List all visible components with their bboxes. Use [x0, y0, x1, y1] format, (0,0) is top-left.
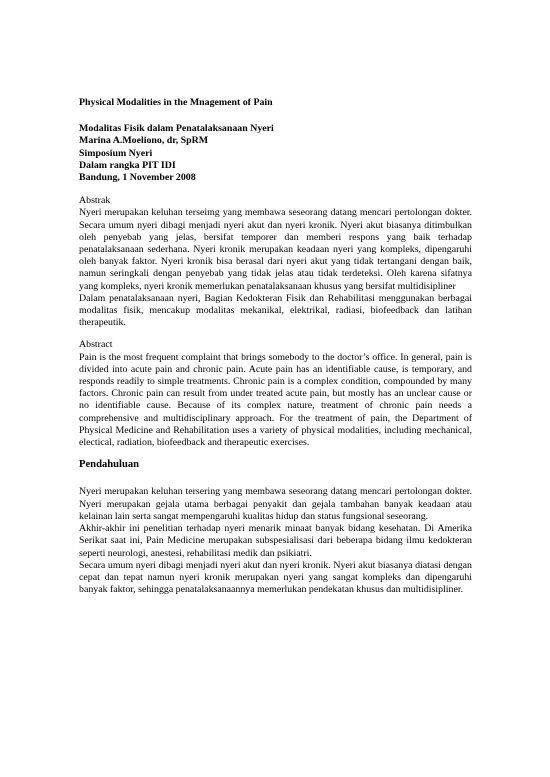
event-name: Simposium Nyeri — [79, 147, 153, 159]
document-body — [79, 97, 472, 596]
abstract-heading: Abstract — [79, 339, 113, 351]
abstrak-paragraph-2: Dalam penatalaksanaan nyeri, Bagian Kedokteran Fisik dan Rehabilitasi menggunakan berbagai modalitas fisik, mencakup modalitas mekanikal, elektrikal, radiasi, biofeedback dan latihan therapeutik. — [79, 292, 472, 329]
abstrak-paragraph-1: Nyeri merupakan keluhan terseimg yang membawa seseorang datang mencari pertolongan dokter. Secara umum nyeri dibagi menjadi nyeri akut dan nyeri kronik. Nyeri akut biasanya ditimbulkan oleh penyebab yang jelas, bersifat temporer dan memberi respons yang baik terhadap penatalaksanaan sederhana. Nyeri kronik merupakan keadaan nyeri yang kompleks, dipengaruhi oleh banyak faktor. Nyeri kronik bisa berasal dari nyeri akut yang tidak tertangani dengan baik, namun seringkali dengan penyebab yang tidak jelas atau tidak terdeteksi. Oleh karena sifatnya yang kompleks, nyeri kronik memerlukan penatalaksanaan khusus yang bersifat multidisipliner — [79, 207, 472, 292]
document-meta — [79, 123, 472, 184]
abstract-section — [79, 339, 472, 449]
document-subtitle: Modalitas Fisik dalam Penatalaksanaan Nyeri — [79, 123, 274, 135]
abstrak-heading: Abstrak — [79, 195, 111, 207]
author-name: Marina A.Moeliono, dr, SpRM — [79, 135, 209, 147]
place-date: Bandung, 1 November 2008 — [79, 172, 196, 184]
pendahuluan-section — [79, 459, 472, 596]
pendahuluan-paragraph-1: Nyeri merupakan keluhan tersering yang membawa seseorang datang mencari pertolongan dokter. Nyeri merupakan gejala utama berbagai penyakit dan gejala tambahan banyak keadaan atau kelainan lain serta sangat mempengaruhi kualitas hidup dan status fungsional seseorang. — [79, 486, 472, 522]
pendahuluan-heading: Pendahuluan — [79, 459, 140, 471]
pendahuluan-paragraph-3: Secara umum nyeri dibagi menjadi nyeri akut dan nyeri kronik. Nyeri akut biasanya diatasi dengan cepat dan tepat namun nyeri kronik merupakan nyeri yang sangat kompleks dan dipengaruhi banyak faktor, sehingga penatalaksanaannya memerlukan pendekatan khusus dan multidisipliner. — [79, 559, 472, 596]
event-context: Dalam rangka PIT IDI — [79, 159, 176, 171]
pendahuluan-paragraph-2: Akhir-akhir ini penelitian terhadap nyeri menarik minaat banyak bidang kesehatan. Di Amerika Serikat saat ini, Pain Medicine merupakan subspesialisasi dari beberapa bidang ilmu kedokteran seperti neurologi, anestesi, rehabilitasi medik dan psikiatri. — [79, 523, 472, 559]
abstract-paragraph-1: Pain is the most frequent complaint that brings somebody to the doctor’s office. In general, pain is divided into acute pain and chronic pain. Acute pain has an identifiable cause, is temporary, and responds readily to simple treatments. Chronic pain is a complex condition, compounded by many factors. Chronic pain can result from under treated acute pain, but mostly has an unclear cause or no identifiable cause. Because of its complex nature, treatment of chronic pain needs a comprehensive and multidisciplinary approach. For the treatment of pain, the Department of Physical Medicine and Rehabilitation uses a variety of physical modalities, including mechanical, electical, radiation, biofeedback and therapeutic exercises. — [79, 351, 472, 449]
abstrak-section — [79, 195, 472, 329]
document-title: Physical Modalities in the Mnagement of Pain — [79, 97, 273, 108]
